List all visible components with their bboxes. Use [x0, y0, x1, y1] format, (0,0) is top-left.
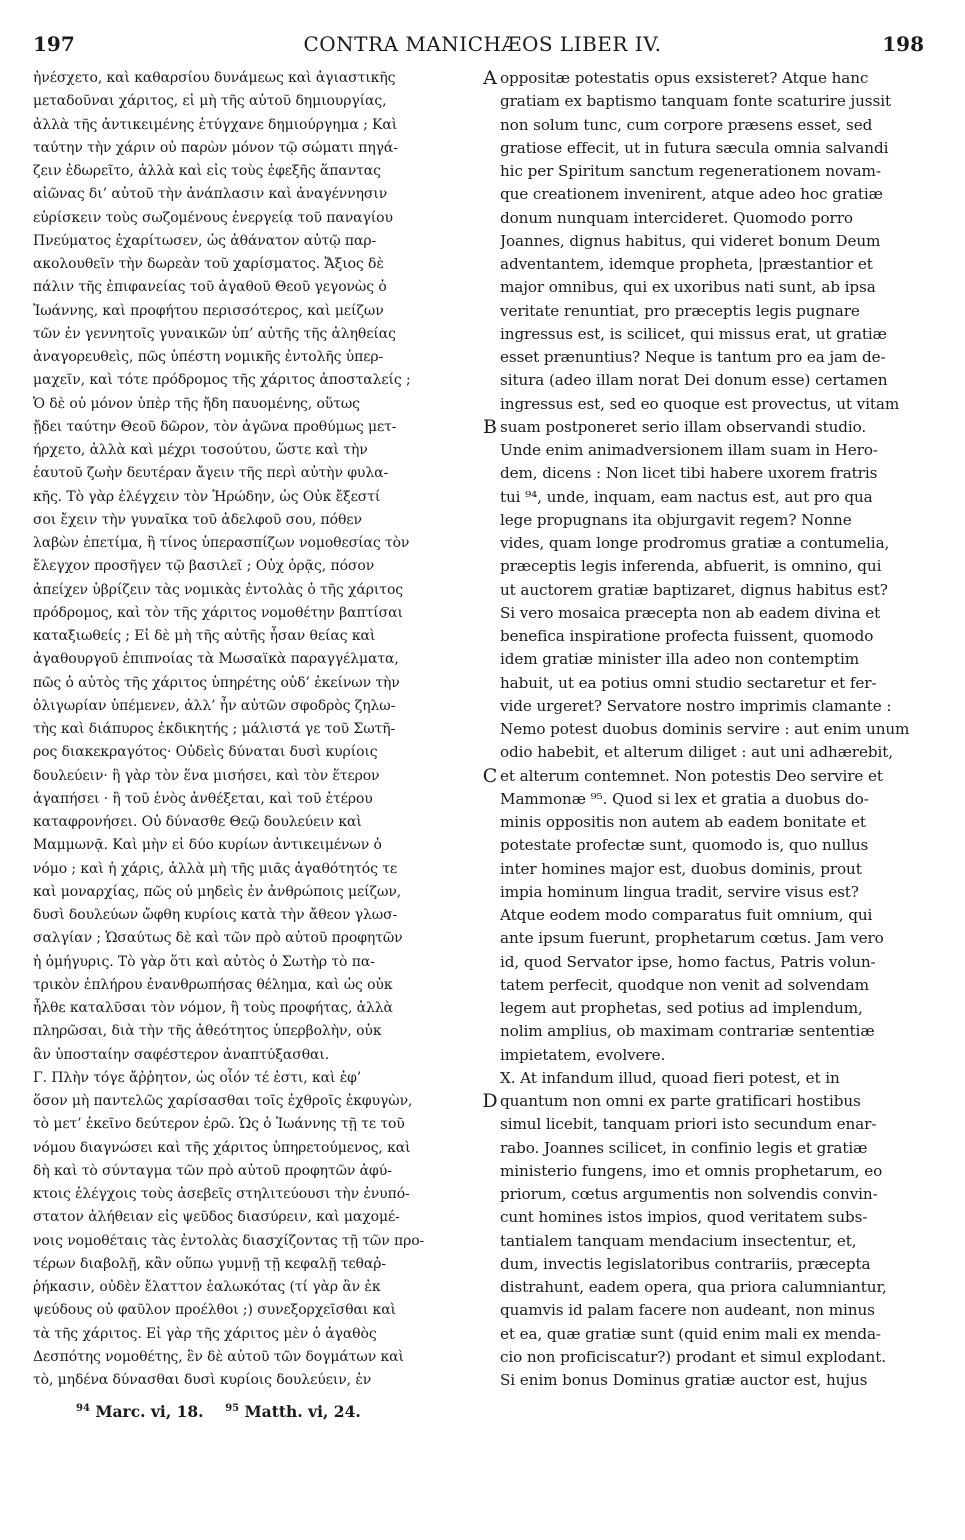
latin-text-line: ingressus est, sed eo quoque est provectus, ut vitam: [500, 394, 900, 413]
greek-text-line: Ὁ δὲ οὐ μόνον ὑπὲρ τῆς ἤδη παυομένης, οὕτως: [33, 395, 360, 412]
latin-text-line: habuit, ut ea potius omni studio sectaretur et fer-: [500, 673, 877, 692]
latin-text-line: Mammonæ ⁹⁵. Quod si lex et gratia a duobus do-: [500, 789, 869, 808]
greek-text-line: πρόδρομος, καὶ τὸν τῆς χάριτος νομοθέτην βαπτίσαι: [33, 604, 403, 621]
greek-text-line: μαχεῖν, καὶ τότε πρόδρομος τῆς χάριτος ἀποσταλείς ;: [33, 372, 411, 389]
latin-text-line: impietatem, evolvere.: [500, 1045, 666, 1064]
greek-text-line: ήρχετο, ἀλλὰ καὶ μέχρι τοσούτου, ὥστε καὶ τὴν: [33, 442, 368, 458]
greek-text-line: Δεσπότης νομοθέτης, ἓν δὲ αὐτοῦ τῶν δογμάτων καὶ: [33, 1348, 404, 1365]
greek-text-line: τὰ τῆς χάριτος. Εἰ γὰρ τῆς χάριτος μὲν ὁ ἀγαθὸς: [33, 1325, 377, 1342]
latin-text-line: et ea, quæ gratiæ sunt (quid enim mali ex menda-: [500, 1324, 881, 1343]
greek-text-line: τῶν ἐν γεννητοῖς γυναικῶν ὑπ’ αὐτῆς τῆς ἀληθείας: [33, 325, 396, 342]
greek-text-line: ψεύδους οὐ φαῦλον προέλθοι ;) συνεξορχεῖσθαι καὶ: [33, 1302, 396, 1319]
latin-text-line: legem aut prophetas, sed potius ad implendum,: [500, 999, 863, 1017]
greek-text-line: νοις νομοθέταις τὰς ἐντολὰς διασχίζοντας τῇ τῶν προ-: [33, 1232, 425, 1249]
greek-text-line: ἠνέσχετο, καὶ καθαρσίου δυνάμεως καὶ ἁγιαστικῆς: [33, 70, 396, 86]
latin-text-line: veritate renuntiat, pro præceptis legis pugnare: [500, 301, 860, 320]
greek-text-line: ἀγαθουργοῦ ἐπιπνοίας τὰ Μωσαϊκὰ παραγγέλματα,: [33, 651, 399, 668]
latin-text-line: quamvis id palam facere non audeant, non minus: [500, 1301, 875, 1320]
greek-text-line: σοι ἔχειν τὴν γυναῖκα τοῦ ἀδελφοῦ σου, πόθεν: [33, 511, 362, 528]
latin-text-line: adventantem, idemque propheta, |præstantior et: [500, 255, 873, 273]
latin-text-line: lege propugnans ita objurgavit regem? Nonne: [500, 510, 852, 529]
latin-text-line: ut auctorem gratiæ baptizaret, dignus habitus est?: [500, 580, 888, 599]
latin-text-line: dum, invectis legislatoribus contrariis, præcepta: [500, 1254, 871, 1273]
greek-text-line: πληρῶσαι, διὰ τὴν τῆς ἀθεότητος ὑπερβολὴν, οὐκ: [33, 1023, 382, 1040]
greek-text-line: ῥήκασιν, οὐδὲν ἔλαττον ἑαλωκότας (τί γὰρ ἂν ἐκ: [33, 1279, 381, 1295]
greek-text-line: καὶ μοναρχίας, πῶς οὐ μηδεὶς ἐν ἀνθρώποις μείζων,: [33, 883, 402, 900]
greek-text-line: ἀγαπήσει · ἢ τοῦ ἑνὸς ἀνθέξεται, καὶ τοῦ ἑτέρου: [33, 790, 373, 807]
greek-text-line: δυσὶ δουλεύων ὤφθη κυρίοις κατὰ τὴν ἄθεον γλωσ-: [33, 907, 398, 923]
greek-column: [33, 67, 481, 1392]
greek-text-line: τέρων διαβολῇ, κἂν οὕπω γυμνῇ τῇ κεφαλῇ τεθαῤ-: [33, 1255, 386, 1272]
greek-text-line: ἑαυτοῦ ζωὴν δευτέραν ἄγειν τῆς περὶ αὐτὴν φυλα-: [33, 465, 389, 482]
latin-text-line: esset prænuntius? Neque is tantum pro ea jam de-: [500, 348, 886, 366]
greek-text-line: ζειν ἐδωρεῖτο, ἀλλὰ καὶ εἰς τοὺς ἐφεξῆς ἅπαντας: [33, 163, 381, 179]
latin-text-line: major omnibus, qui ex uxoribus nati sunt, ab ipsa: [500, 278, 876, 297]
greek-text-line: τὴς καὶ διάπυρος ἐκδικητής ; μάλιστά γε τοῦ Σωτῆ-: [33, 721, 396, 737]
greek-text-line: ἡ ὁμήγυρις. Τὸ γὰρ ὅτι καὶ αὐτὸς ὁ Σωτὴρ τὸ πα-: [33, 953, 375, 970]
section-marker: C: [482, 764, 498, 787]
latin-text-line: suam postponeret serio illam observandi studio.: [500, 417, 867, 436]
latin-text-line: dem, dicens : Non licet tibi habere uxorem fratris: [500, 464, 878, 483]
latin-text-line: Atque eodem modo comparatus fuit omnium, qui: [500, 906, 873, 924]
greek-text-line: μεταδοῦναι χάριτος, εἰ μὴ τῆς αὐτοῦ δημιουργίας,: [33, 93, 387, 110]
latin-text-line: præceptis legis inferenda, abfuerit, is omnino, qui: [500, 557, 882, 576]
greek-text-line: καταξιωθείς ; Εἰ δὲ μὴ τῆς αὐτῆς ἦσαν θείας καὶ: [33, 628, 376, 644]
latin-text-line: oppositæ potestatis opus exsisteret? Atque hanc: [500, 69, 869, 87]
latin-text-line: Joannes, dignus habitus, qui videret bonum Deum: [500, 231, 881, 250]
latin-text-line: Unde enim animadversionem illam suam in Hero-: [500, 441, 878, 459]
greek-text-line: ὀλιγωρίαν ὑπέμενεν, ἀλλ’ ἦν αὐτῶν σφοδρὸς ζηλω-: [33, 697, 396, 714]
latin-text-line: id, quod Servator ipse, homo factus, Patris volun-: [500, 952, 876, 971]
latin-text-line: ingressus est, is scilicet, qui missus erat, ut gratiæ: [500, 324, 887, 343]
footnote-number: 95: [225, 1402, 240, 1414]
latin-text-line: gratiam ex baptismo tanquam fonte scaturire jussit: [500, 92, 891, 111]
latin-text-line: Nemo potest duobus dominis servire : aut enim unum: [500, 720, 910, 738]
section-marker: A: [483, 67, 497, 89]
greek-text-line: ἔλεγχον προσῆγεν τῷ βασιλεῖ ; Οὐχ ὁρᾷς, πόσον: [33, 558, 375, 575]
greek-text-line: σαλγίαν ; Ὡσαύτως δὲ καὶ τῶν πρὸ αὐτοῦ προφητῶν: [33, 930, 403, 947]
greek-text-line: Ἰωάννης, καὶ προφήτου περισσότερος, καὶ μείζων: [33, 302, 384, 319]
latin-text-line: et alterum contemnet. Non potestis Deo servire et: [500, 766, 883, 785]
page-header: [0, 32, 965, 62]
latin-text-line: cio non proficiscatur?) prodant et simul explodant.: [500, 1347, 886, 1366]
latin-text-line: inter homines major est, duobus dominis, prout: [500, 859, 862, 878]
greek-text-line: πῶς ὁ αὐτὸς τῆς χάριτος ὑπηρέτης οὐδ’ ἐκείνων τὴν: [33, 674, 400, 691]
latin-text-line: odio habebit, et alterum diliget : aut uni adhærebit,: [500, 743, 893, 762]
greek-text-line: ᾔδει ταύτην Θεοῦ δῶρον, τὸν ἀγῶνα προθύμως μετ-: [33, 418, 397, 435]
greek-text-line: πάλιν τῆς ἐπιφανείας τοῦ ἀγαθοῦ Θεοῦ γεγονὼς ὁ: [33, 279, 387, 296]
greek-text-line: κῆς. Τὸ γὰρ ἐλέγχειν τὸν Ἡρώδην, ὡς Οὐκ ἔξεστί: [33, 488, 381, 505]
latin-text-line: impia hominum lingua tradit, servire visus est?: [500, 882, 859, 901]
latin-text-line: situra (adeo illam norat Dei donum esse) certamen: [500, 371, 888, 390]
greek-text-line: Γ. Πλὴν τόγε ἄῤῥητον, ὡς οἷόν τέ ἐστι, καὶ ἐφ’: [33, 1069, 362, 1086]
greek-text-line: τὸ, μηδένα δύνασθαι δυσὶ κυρίοις δουλεύειν, ἐν: [33, 1372, 372, 1388]
greek-text-line: Μαμμωνᾷ. Καὶ μὴν εἰ δύο κυρίων ἀντικειμένων ὁ: [33, 837, 382, 854]
latin-text-line: hic per Spiritum sanctum regenerationem novam-: [500, 162, 881, 180]
greek-text-line: Πνεύματος ἐχαρίτωσεν, ὡς ἀθάνατον αὐτῷ παρ-: [33, 232, 377, 249]
latin-text-line: potestate profectæ sunt, quomodo is, quo nullus: [500, 836, 869, 855]
greek-text-line: ἀπείχεν ὑβρίζειν τὰς νομικὰς ἐντολὰς ὁ τῆς χάριτος: [33, 581, 404, 598]
greek-text-line: ἀλλὰ τῆς ἀντικειμένης ἐτύγχανε δημιούργημα ; Καὶ: [33, 116, 398, 133]
latin-text-line: donum nunquam intercideret. Quomodo porro: [500, 208, 853, 227]
latin-text-line: X. At infandum illud, quoad fieri potest, et in: [500, 1068, 840, 1087]
greek-text-line: αἰῶνας δι’ αὐτοῦ τὴν ἀνάπλασιν καὶ ἀναγέννησιν: [33, 186, 388, 203]
footnote-reference: Marc. vi, 18.: [95, 1402, 204, 1421]
latin-text-line: cunt homines istos impios, quod veritatem subs-: [500, 1208, 868, 1227]
right-page-number: 198: [882, 32, 924, 56]
greek-text-line: στατον ἀλήθειαν εἰς ψεῦδος διασύρειν, καὶ μαχομέ-: [33, 1209, 400, 1226]
latin-text-line: vide urgeret? Servatore nostro imprimis clamante :: [500, 696, 892, 715]
latin-text-line: non solum tunc, cum corpore præsens esset, sed: [500, 115, 873, 134]
latin-column: [500, 67, 932, 1392]
latin-text-line: gratiose effecit, ut in futura sæcula omnia salvandi: [500, 138, 889, 157]
latin-text-line: ministerio fungens, imo et omnis prophetarum, eo: [500, 1161, 883, 1180]
footnote-reference: Matth. vi, 24.: [244, 1402, 361, 1421]
greek-text-line: εὑρίσκειν τοὺς σωζομένους ἐνεργείᾳ τοῦ παναγίου: [33, 209, 393, 226]
greek-text-line: τρικὸν ἐπλήρου ἐνανθρωπήσας θέλημα, καὶ ὡς οὐκ: [33, 976, 393, 993]
greek-text-line: ρος διακεκραγότος· Οὐδεὶς δύναται δυσὶ κυρίοις: [33, 744, 378, 761]
greek-text-line: νόμο ; καὶ ἡ χάρις, ἀλλὰ μὴ τῆς μιᾶς ἀγαθότητός τε: [33, 860, 397, 877]
greek-text-line: νόμου διαγνώσει καὶ τῆς χάριτος ὑπηρετούμενος, καὶ: [33, 1139, 411, 1156]
latin-text-line: ante ipsum fuerunt, prophetarum cœtus. Jam vero: [500, 929, 884, 948]
latin-text-line: priorum, cœtus argumentis non solvendis convin-: [500, 1185, 878, 1203]
latin-text-line: quantum non omni ex parte gratificari hostibus: [500, 1092, 861, 1110]
greek-text-line: τὸ μετ’ ἐκεῖνο δεύτερον ἐρῶ. Ὡς ὁ Ἰωάννης τῇ τε τοῦ: [33, 1116, 405, 1133]
latin-text-line: benefica inspiratione profecta fuissent, quomodo: [500, 627, 874, 645]
latin-text-line: minis oppositis non autem ab eadem bonitate et: [500, 813, 866, 831]
latin-text-line: vides, quam longe prodromus gratiæ a contumelia,: [500, 534, 890, 552]
latin-text-line: nolim amplius, ob maximam contrariæ sententiæ: [500, 1022, 875, 1041]
latin-text-line: tatem perfecit, quodque non venit ad solvendam: [500, 975, 869, 994]
greek-text-line: ταύτην τὴν χάριν οὐ παρὼν μόνον τῷ σώματι πηγά-: [33, 139, 398, 156]
greek-text-line: ἀναγορευθεὶς, πῶς ὑπέστη νομικῆς ἐντολῆς ὑπερ-: [33, 349, 384, 365]
latin-text-line: tui ⁹⁴, unde, inquam, eam nactus est, aut pro qua: [500, 487, 873, 506]
greek-text-line: δὴ καὶ τὸ σύνταγμα τῶν πρὸ αὐτοῦ προφητῶν ἀφύ-: [33, 1162, 392, 1179]
footnote-number: 94: [76, 1402, 90, 1414]
latin-text-line: rabo. Joannes scilicet, in confinio legis et gratiæ: [500, 1138, 868, 1157]
latin-text-line: que creationem invenirent, atque adeo hoc gratiæ: [500, 185, 883, 204]
greek-text-line: κτοις ἐλέγχοις τοὺς ἀσεβεῖς στηλιτεύουσι τὴν ἐνυπό-: [33, 1186, 410, 1202]
section-marker: B: [483, 415, 497, 438]
running-title: CONTRA MANICHÆOS LIBER IV.: [303, 32, 662, 56]
footnotes: [76, 1402, 361, 1421]
latin-text-line: Si enim bonus Dominus gratiæ auctor est, hujus: [500, 1371, 868, 1389]
latin-text-line: simul licebit, tanquam priori isto secundum enar-: [500, 1115, 877, 1134]
greek-text-line: ὅσον μὴ παντελῶς χαρίσασθαι τοῖς ἐχθροῖς ἐκφυγὼν,: [33, 1093, 413, 1109]
greek-text-line: λαβὼν ἐπετίμα, ἢ τίνος ὑπερασπίζων νομοθεσίας τὸν: [33, 535, 410, 551]
latin-text-line: idem gratiæ minister illa adeo non contemptim: [500, 650, 859, 669]
latin-text-line: tantialem tanquam mendacium insectentur, et,: [500, 1231, 857, 1250]
latin-text-line: Si vero mosaica præcepta non ab eadem divina et: [500, 603, 881, 622]
latin-text-line: distrahunt, eadem opera, qua priora calumniantur,: [500, 1278, 887, 1296]
greek-text-line: δουλεύειν· ἢ γὰρ τὸν ἕνα μισήσει, καὶ τὸν ἕτερον: [33, 767, 380, 784]
greek-text-line: καταφρονήσει. Οὐ δύνασθε Θεῷ δουλεύειν καὶ: [33, 814, 362, 830]
section-marker: D: [482, 1090, 498, 1112]
greek-text-line: ακολουθεῖν τὴν δωρεὰν τοῦ χαρίσματος. Ἄξιος δὲ: [33, 256, 384, 272]
left-page-number: 197: [33, 32, 75, 56]
greek-text-line: ἂν ὑποσταίην σαφέστερον ἀναπτύξασθαι.: [33, 1046, 330, 1063]
greek-text-line: ἦλθε καταλῦσαι τὸν νόμον, ἢ τοὺς προφήτας, ἀλλὰ: [33, 1000, 393, 1016]
